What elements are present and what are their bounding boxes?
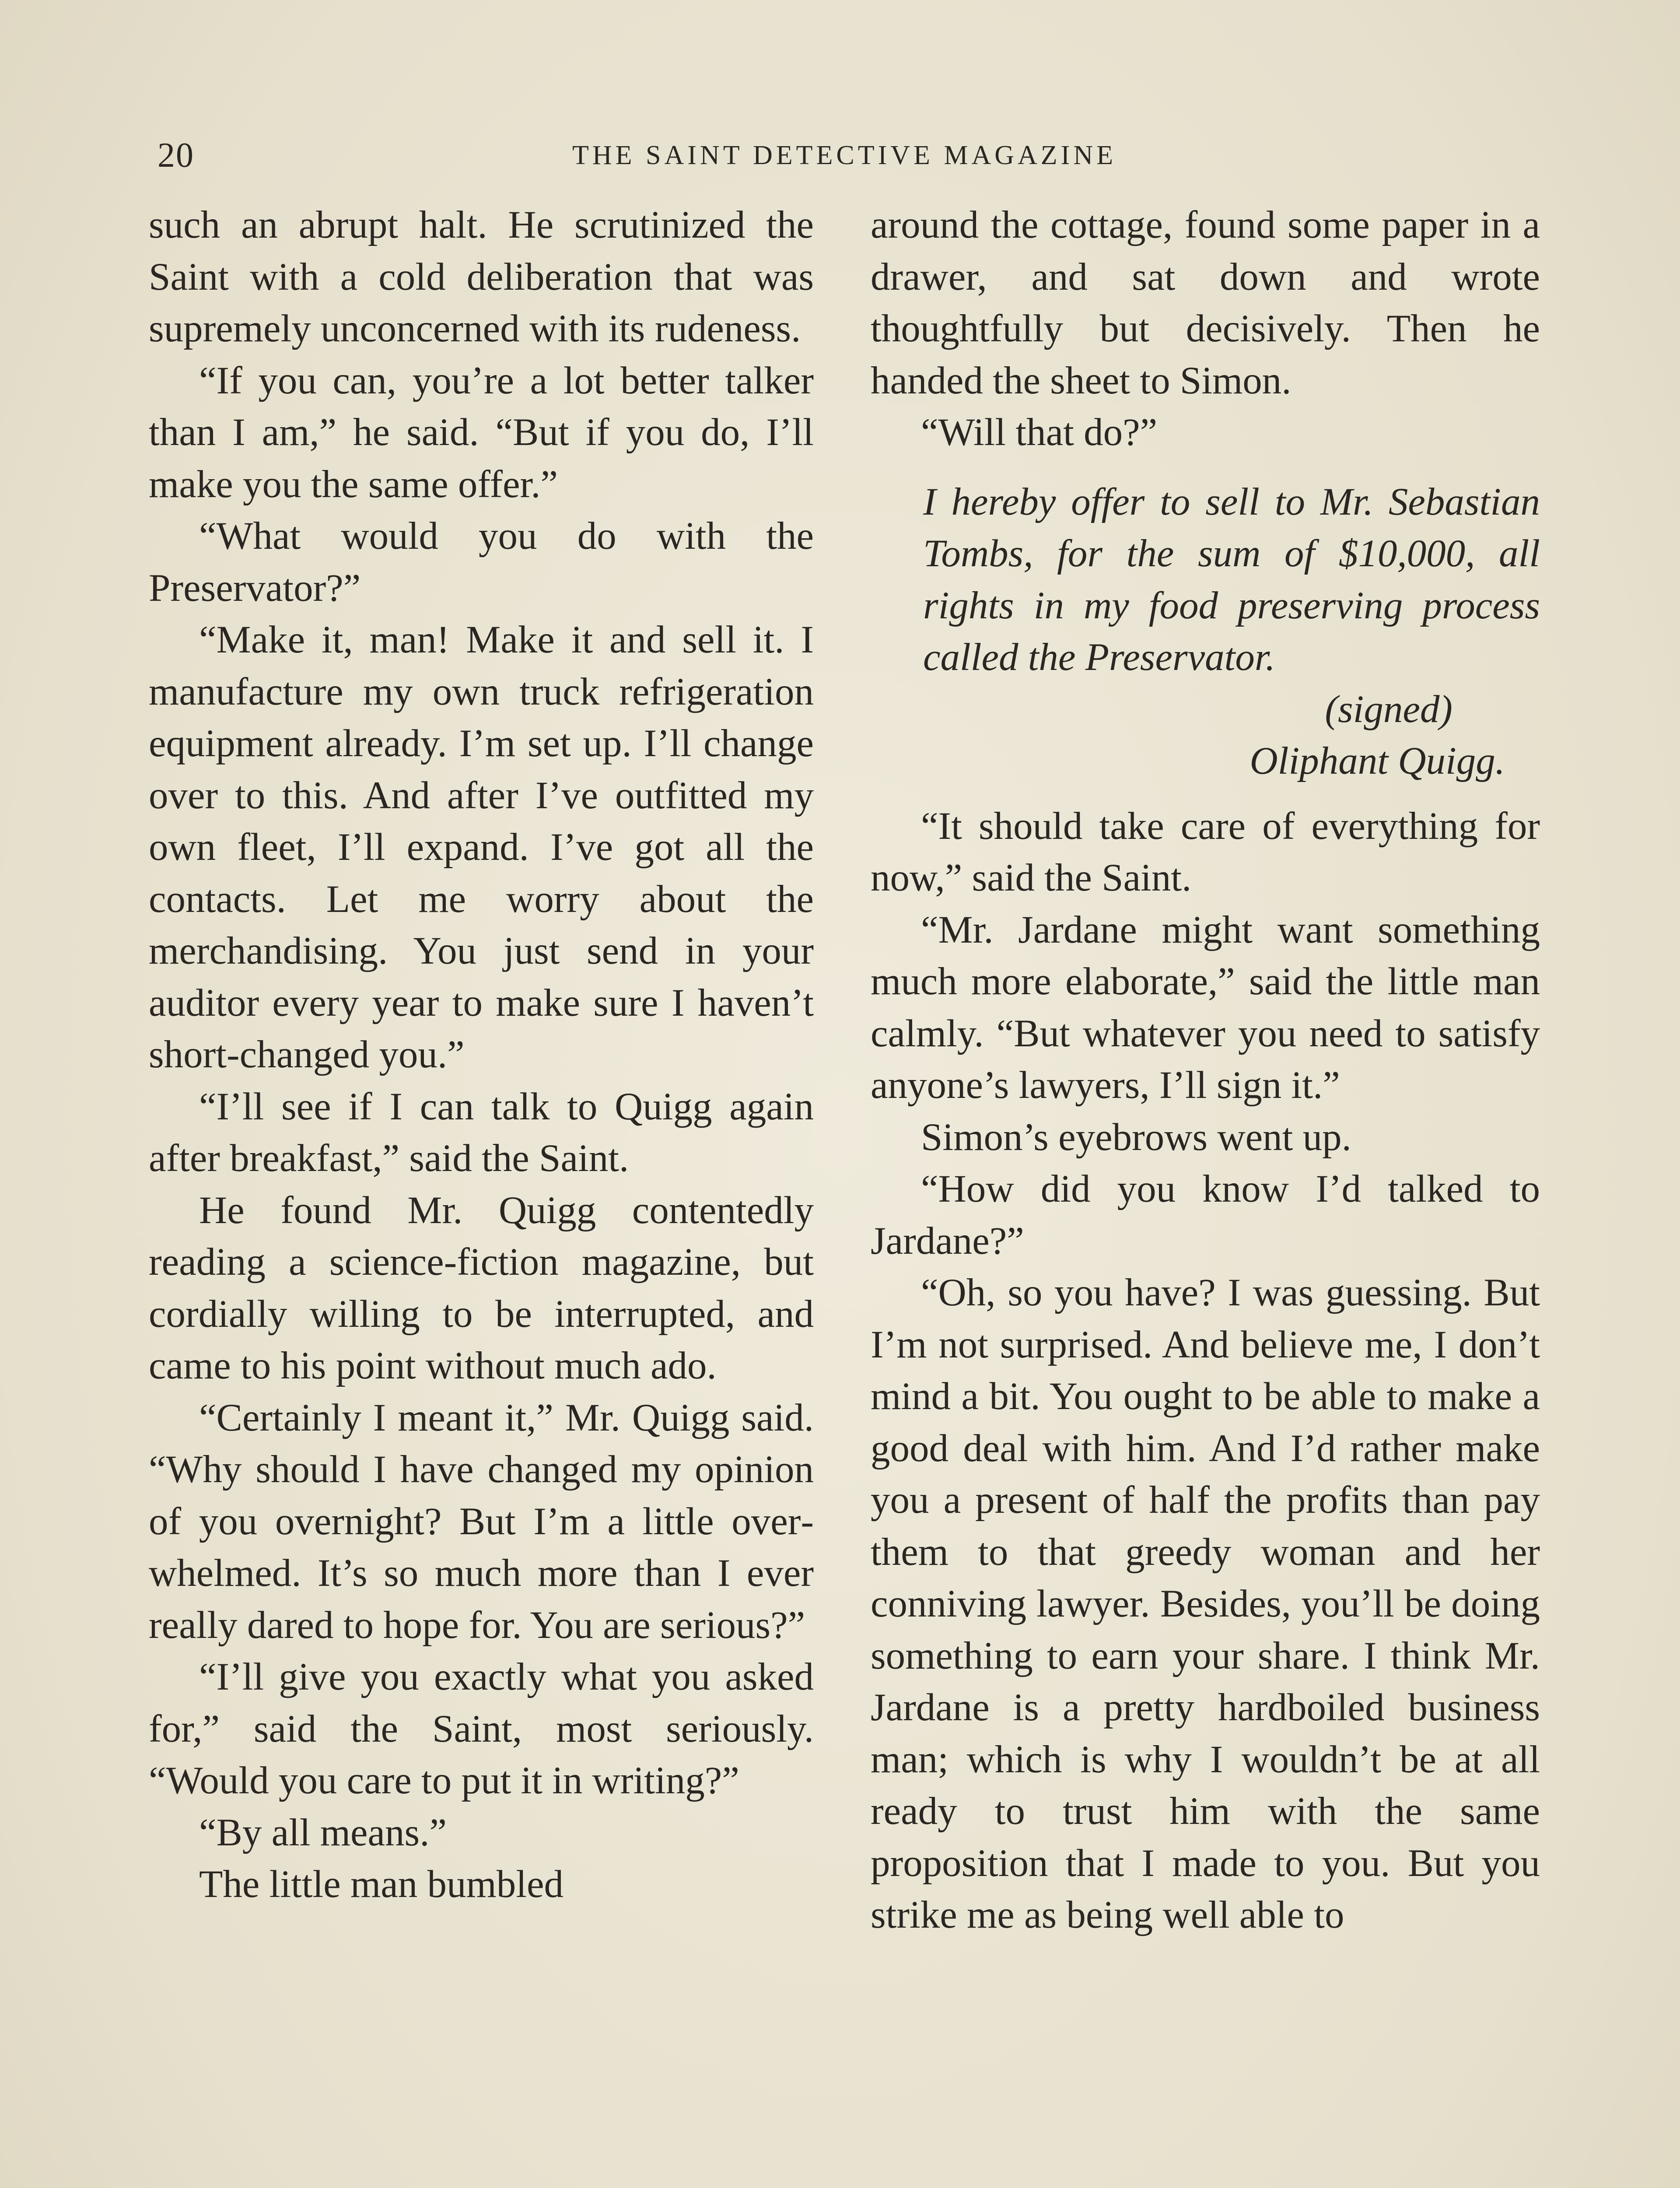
running-head: THE SAINT DETECTIVE MAGAZINE	[572, 140, 1116, 170]
paragraph: “Certainly I meant it,” Mr. Quigg said. “Why should I have changed my opinion of you overnight? But I’m a little overwhelmed. It’s so much more than I ever really dared to hope for. You are serious?”	[149, 1396, 814, 1647]
paragraph: Simon’s eyebrows went up.	[921, 1115, 1351, 1159]
paragraph: “Oh, so you have? I was guessing. But I’m not surprised. And believe me, I don’t mind a bit. You ought to be able to make a good deal with him. And I’d rather make you a present of half the profits than pay them to that greedy woman and her conniving lawyer. Besides, you’ll be doing something to earn your share. I think Mr. Jardane is a pretty hardboiled business man; which is why I wouldn’t be at all ready to trust him with the same proposition that I made to you. But you strike me as being well able to	[871, 1271, 1540, 1936]
paragraph: The little man bumbled	[199, 1863, 564, 1906]
signed-label: (signed)	[1325, 687, 1452, 731]
page-header	[158, 131, 1531, 179]
page-number: 20	[158, 136, 194, 175]
paragraph: around the cottage, found some paper in a drawer, and sat down and wrote thoughtfully but decisively. Then he handed the sheet to Simon.	[871, 203, 1540, 402]
offer-text: I hereby offer to sell to Mr. Sebastian Tombs, for the sum of $10,000, all rights in my food preserving process called the Preservator.	[923, 480, 1540, 679]
paragraph: “How did you know I’d talked to Jardane?”	[871, 1168, 1540, 1262]
paragraph: “If you can, you’re a lot better talker than I am,” he said. “But if you do, I’ll make you the same offer.”	[149, 359, 814, 506]
paragraph: “I’ll see if I can talk to Quigg again after breakfast,” said the Saint.	[149, 1085, 814, 1180]
left-column	[149, 199, 814, 1911]
paragraph: “It should take care of everything for now,” said the Saint.	[871, 804, 1540, 899]
paragraph: “I’ll give you exactly what you asked for,” said the Saint, most seriously. “Would you care to put it in writing?”	[149, 1655, 814, 1802]
paragraph: He found Mr. Quigg contentedly reading a science-fiction magazine, but cordially willing to be interrupted, and came to his point without much ado.	[149, 1189, 814, 1387]
paragraph: such an abrupt halt. He scrutinized the Saint with a cold deliberation that was supremely unconcerned with its rudeness.	[149, 203, 814, 350]
signature: Oliphant Quigg.	[1250, 740, 1505, 782]
right-column	[871, 199, 1540, 1941]
paragraph: “What would you do with the Preservator?”	[149, 515, 814, 610]
paragraph: “By all means.”	[199, 1811, 447, 1854]
paragraph: “Make it, man! Make it and sell it. I manufacture my own truck refrigeration equipment already. I’m set up. I’ll change over to this. And after I’ve outfitted my own fleet, I’ll expand. I’ve got all the contacts. Let me worry about the merchandising. You just send in your auditor every year to make sure I haven’t short-changed you.”	[149, 618, 814, 1076]
paragraph: “Mr. Jardane might want something much more elaborate,” said the little man calmly. “But whatever you need to satisfy anyone’s lawyers, I’ll sign it.”	[871, 908, 1540, 1107]
paragraph: “Will that do?”	[921, 411, 1158, 454]
written-offer	[871, 476, 1540, 787]
